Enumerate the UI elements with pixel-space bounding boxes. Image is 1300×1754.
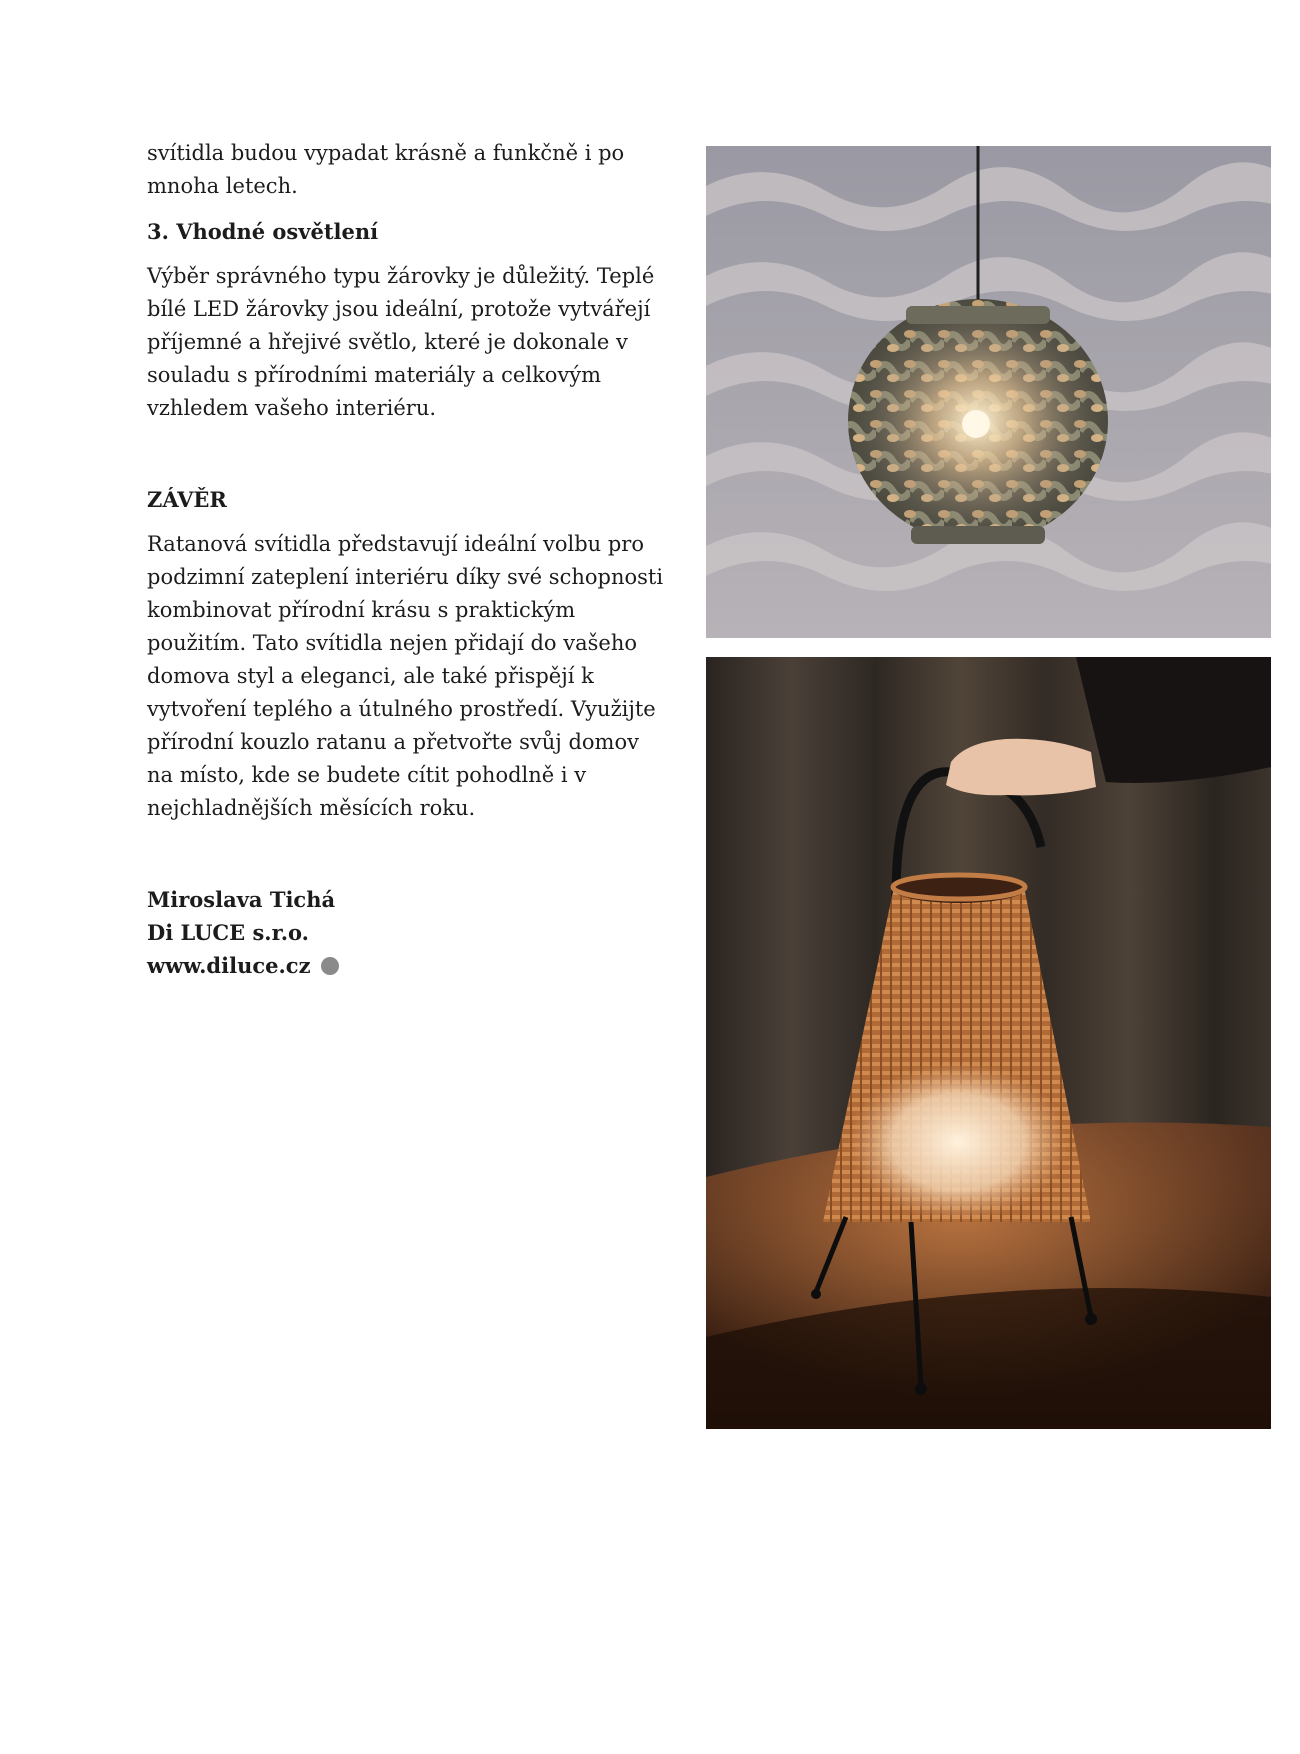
article-column [147, 137, 667, 982]
paragraph-conclusion: Ratanová svítidla představují ideální volbu pro podzimní zateplení interiéru díky své schopnosti kombinovat přírodní krásu s praktickým použitím. Tato svítidla nejen přidají do vašeho domova styl a eleganci, ale také přispějí k vytvoření teplého a útulného prostředí. Využijte přírodní kouzlo ratanu a přetvořte svůj domov na místo, kde se budete cítit pohodlně i v nejchladnějších měsících roku. [147, 532, 664, 820]
section-heading-lighting: 3. Vhodné osvětlení [147, 219, 379, 244]
conclusion-heading: ZÁVĚR [147, 487, 227, 512]
table-lamp-photo [706, 657, 1271, 1429]
author-name: Miroslava Tichá [147, 887, 336, 912]
end-marker-icon [321, 957, 339, 975]
paragraph-lighting: Výběr správného typu žárovky je důležitý. Teplé bílé LED žárovky jsou ideální, protože vytvářejí příjemné a hřejivé světlo, které je dokonale v souladu s přírodními materiály a celkovým vzhledem vašeho interiéru. [147, 264, 655, 420]
website-line [147, 949, 667, 982]
pendant-lamp-photo [706, 146, 1271, 638]
signature-block [147, 883, 667, 982]
paragraph-continued: svítidla budou vypadat krásně a funkčně i po mnoha letech. [147, 141, 625, 198]
website-link[interactable]: www.diluce.cz [147, 953, 311, 978]
company-name: Di LUCE s.r.o. [147, 920, 309, 945]
